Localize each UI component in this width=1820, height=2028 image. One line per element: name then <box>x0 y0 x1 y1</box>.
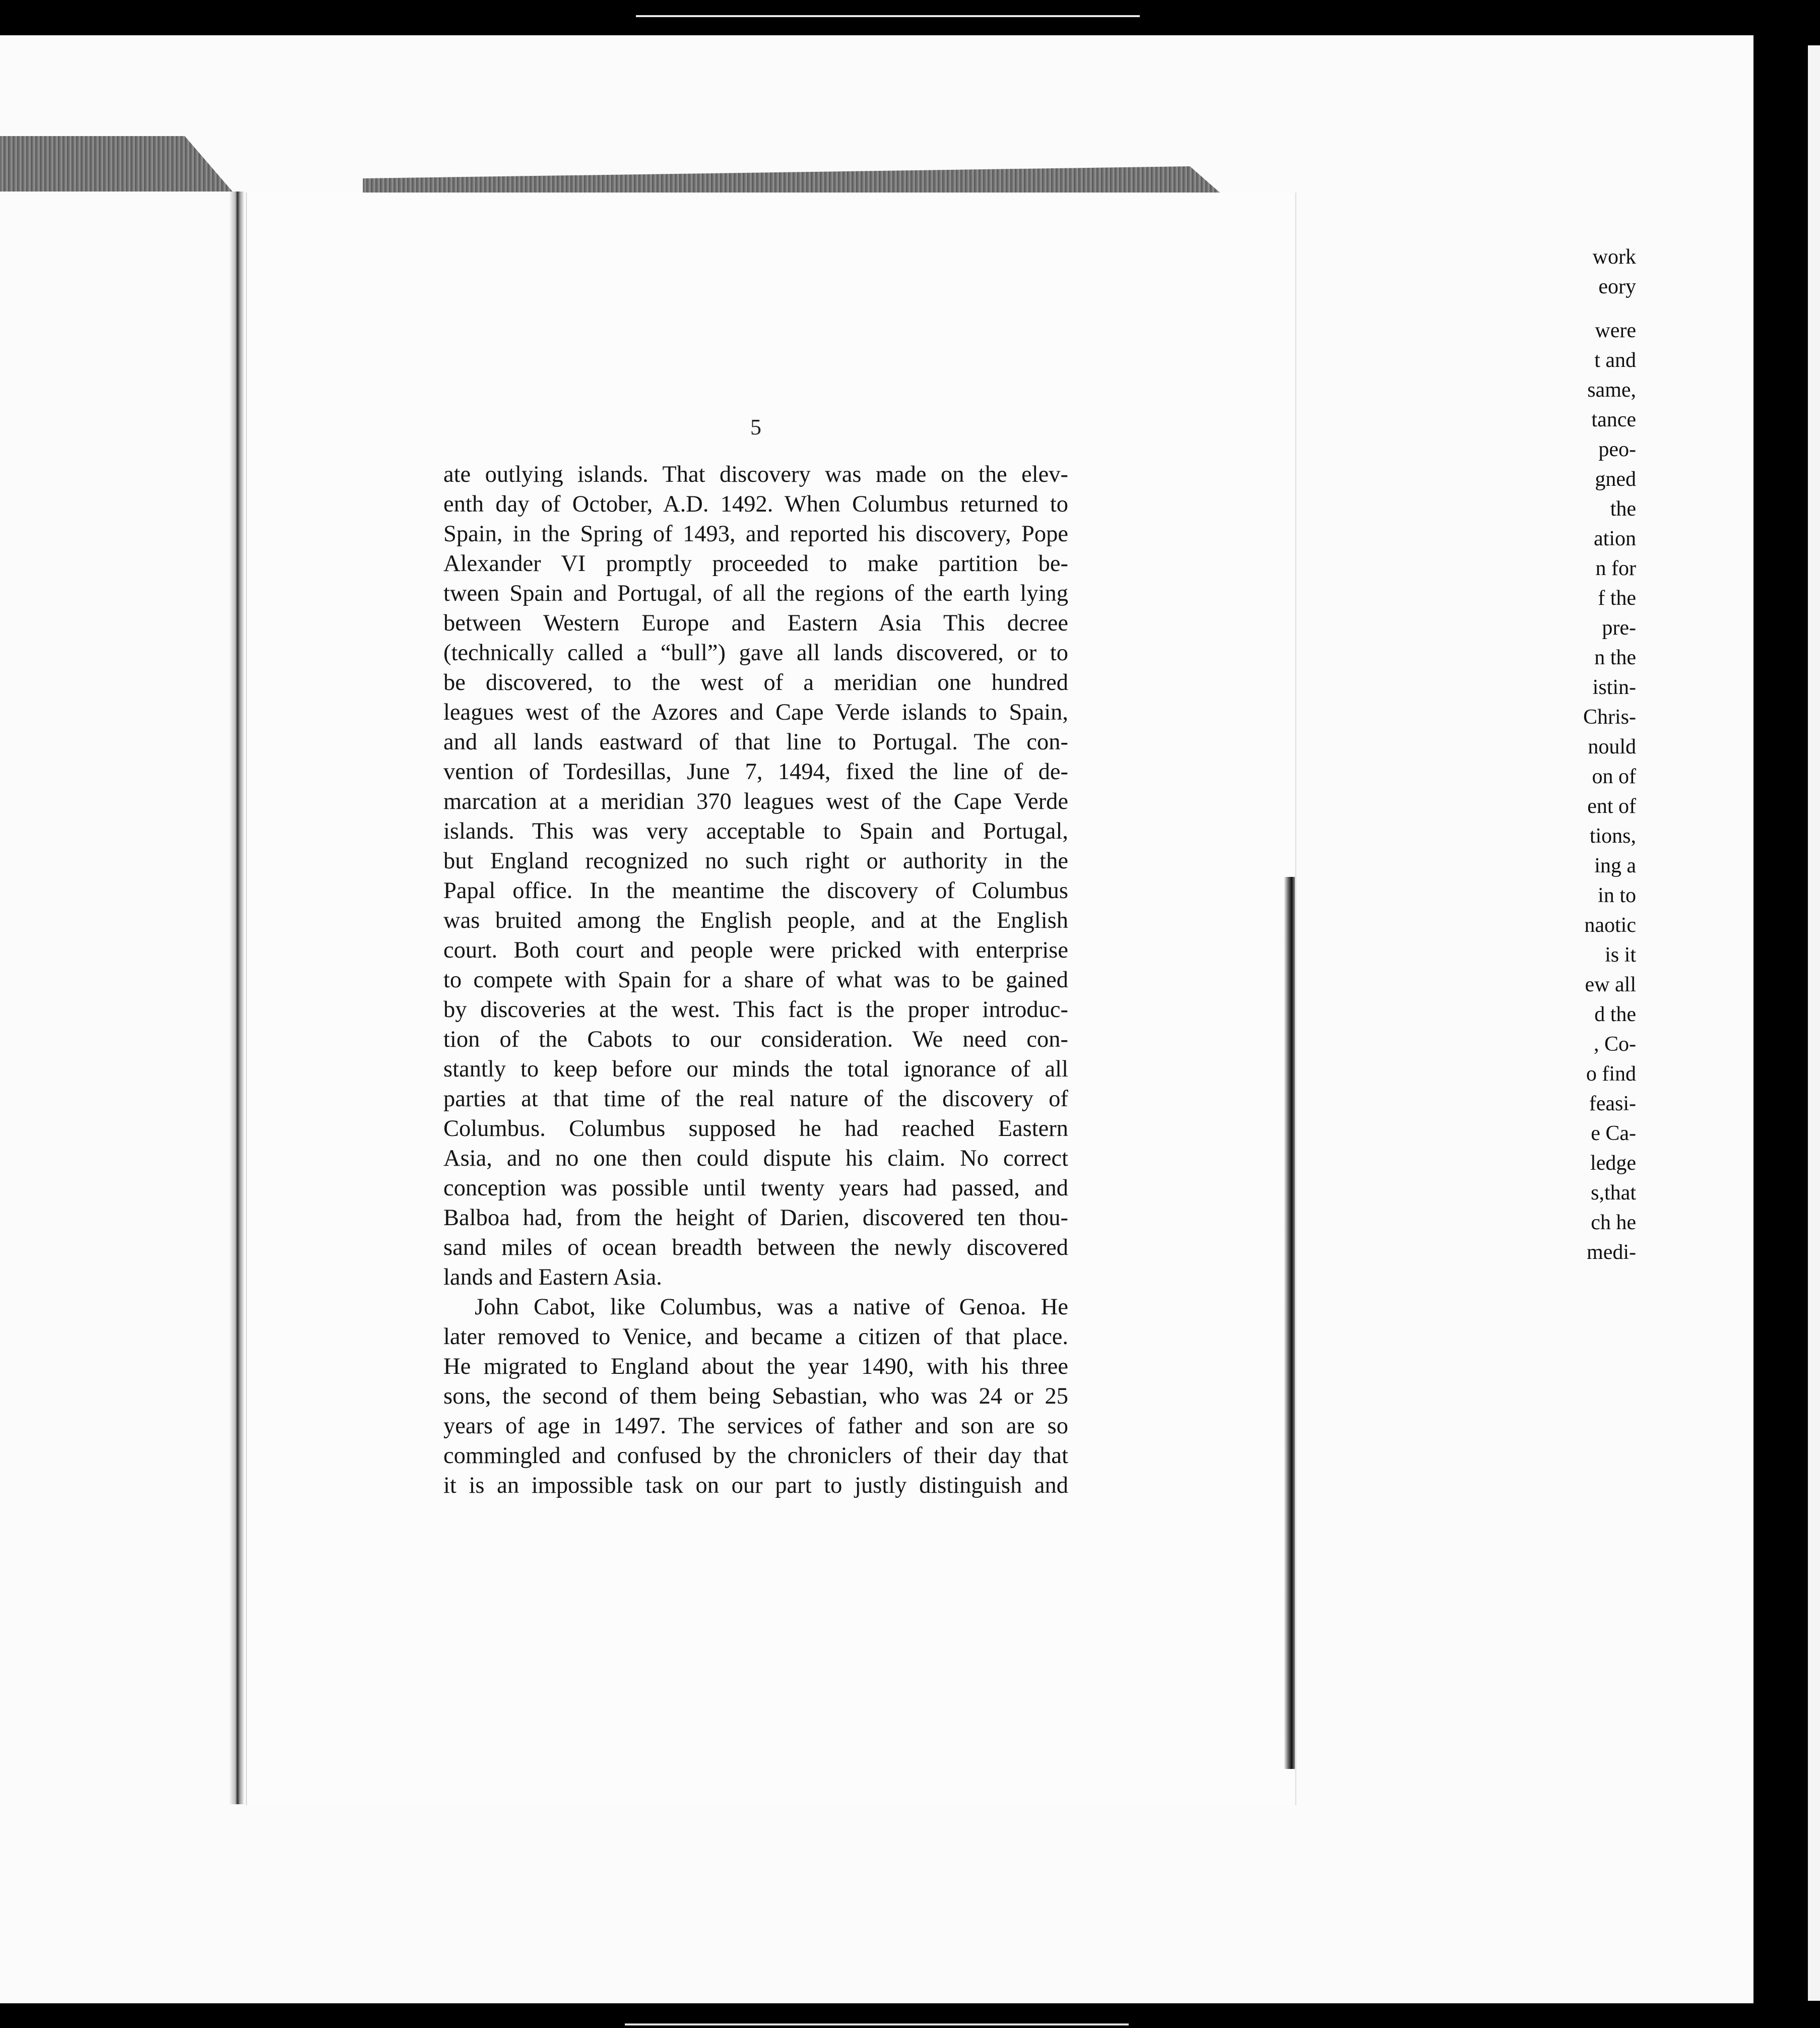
body-text-line: Columbus. Columbus supposed he had reached Eastern <box>443 1116 1068 1142</box>
left-page-line: medi- <box>1587 1241 1636 1264</box>
left-page-line: ation <box>1594 527 1636 550</box>
body-text-line: Papal office. In the meantime the discovery of Columbus <box>443 878 1068 904</box>
left-page-line: on of <box>1592 765 1636 788</box>
body-text-line: but England recognized no such right or authority in the <box>443 848 1068 874</box>
left-page-line: e Ca- <box>1591 1122 1636 1145</box>
left-page-line: were <box>1595 319 1636 342</box>
left-page-line: f the <box>1598 587 1636 610</box>
left-page-line: eory <box>1598 275 1636 298</box>
left-page-line: ledge <box>1590 1152 1636 1175</box>
left-page-line: nould <box>1588 735 1636 758</box>
body-text-line: marcation at a meridian 370 leagues west of the Cape Verde <box>443 789 1068 814</box>
page-number: 5 <box>750 415 761 439</box>
left-page-line: Chris- <box>1583 706 1636 729</box>
film-right-border <box>1753 30 1808 2016</box>
body-text-line: by discoveries at the west. This fact is the proper introduc- <box>443 997 1068 1023</box>
left-page-line: peo- <box>1598 438 1636 461</box>
body-text-line: conception was possible until twenty years had passed, and <box>443 1175 1068 1201</box>
left-page-line: istin- <box>1592 676 1636 699</box>
left-page-line: work <box>1592 245 1636 269</box>
body-text-line: commingled and confused by the chroniclers of their day that <box>443 1443 1068 1469</box>
body-text-line: ate outlying islands. That discovery was made on the elev- <box>443 462 1068 487</box>
left-page-line: o find <box>1586 1062 1636 1086</box>
body-text-line: and all lands eastward of that line to Portugal. The con- <box>443 729 1068 755</box>
body-text-line: to compete with Spain for a share of what was to be gained <box>443 967 1068 993</box>
body-text-line: sons, the second of them being Sebastian, who was 24 or 25 <box>443 1383 1068 1409</box>
left-page-line: same, <box>1587 378 1636 402</box>
body-text-line: sand miles of ocean breadth between the newly discovered <box>443 1235 1068 1260</box>
left-page-line: s,that <box>1591 1181 1636 1205</box>
body-text-line: between Western Europe and Eastern Asia This decree <box>443 610 1068 636</box>
body-text-line: years of age in 1497. The services of father and son are so <box>443 1413 1068 1439</box>
body-text <box>443 460 1068 1500</box>
body-text-line: vention of Tordesillas, June 7, 1494, fixed the line of de- <box>443 759 1068 785</box>
body-text-line: was bruited among the English people, and at the English <box>443 908 1068 933</box>
left-page-line: naotic <box>1584 914 1636 937</box>
body-text-line: tion of the Cabots to our consideration. We need con- <box>443 1027 1068 1052</box>
body-text-line: later removed to Venice, and became a citizen of that place. <box>443 1324 1068 1350</box>
left-page-line: the <box>1610 497 1636 521</box>
left-page-line: ing a <box>1594 854 1636 877</box>
left-page-line: tance <box>1591 408 1636 431</box>
body-text-line: parties at that time of the real nature of the discovery of <box>443 1086 1068 1112</box>
left-page-line: ch he <box>1591 1211 1636 1234</box>
body-text-line: Alexander VI promptly proceeded to make partition be- <box>443 551 1068 577</box>
left-page-line: n for <box>1595 557 1636 580</box>
body-text-line: be discovered, to the west of a meridian one hundred <box>443 670 1068 695</box>
body-text-line: leagues west of the Azores and Cape Verde islands to Spain, <box>443 700 1068 725</box>
body-text-line: (technically called a “bull”) gave all lands discovered, or to <box>443 640 1068 666</box>
body-text-line: John Cabot, like Columbus, was a native of Genoa. He <box>475 1294 1068 1320</box>
body-text-line: tween Spain and Portugal, of all the regions of the earth lying <box>443 581 1068 606</box>
left-page-line: t and <box>1594 349 1636 372</box>
body-text-line: it is an impossible task on our part to justly distinguish and <box>443 1473 1068 1498</box>
left-page-line: ent of <box>1587 795 1636 818</box>
left-page-line: pre- <box>1602 616 1636 640</box>
film-top-mark <box>636 15 1140 32</box>
left-page <box>0 192 237 1804</box>
film-bottom-mark <box>625 2003 1129 2025</box>
page-stack-edge <box>1284 877 1295 1769</box>
book-spine <box>229 192 244 1804</box>
body-text-line: lands and Eastern Asia. <box>443 1264 662 1290</box>
film-right-margin <box>1808 45 1820 2001</box>
left-page-line: d the <box>1594 1003 1636 1026</box>
body-text-line: He migrated to England about the year 1490, with his three <box>443 1354 1068 1379</box>
body-text-line: Balboa had, from the height of Darien, discovered ten thou- <box>443 1205 1068 1231</box>
body-text-line: enth day of October, A.D. 1492. When Columbus returned to <box>443 491 1068 517</box>
body-text-line: Asia, and no one then could dispute his claim. No correct <box>443 1146 1068 1171</box>
body-text-line: islands. This was very acceptable to Spain and Portugal, <box>443 818 1068 844</box>
left-page-line: feasi- <box>1589 1092 1636 1115</box>
left-page-line: ew all <box>1585 973 1636 996</box>
left-page-line: is it <box>1605 943 1636 967</box>
left-page-line: in to <box>1598 884 1636 907</box>
left-page-line: n the <box>1594 646 1636 669</box>
left-page-line: gned <box>1595 468 1636 491</box>
left-page-line: , Co- <box>1594 1033 1636 1056</box>
left-page-line: tions, <box>1589 825 1636 848</box>
body-text-line: court. Both court and people were pricked with enterprise <box>443 937 1068 963</box>
body-text-line: Spain, in the Spring of 1493, and reported his discovery, Pope <box>443 521 1068 547</box>
body-text-line: stantly to keep before our minds the total ignorance of all <box>443 1056 1068 1082</box>
